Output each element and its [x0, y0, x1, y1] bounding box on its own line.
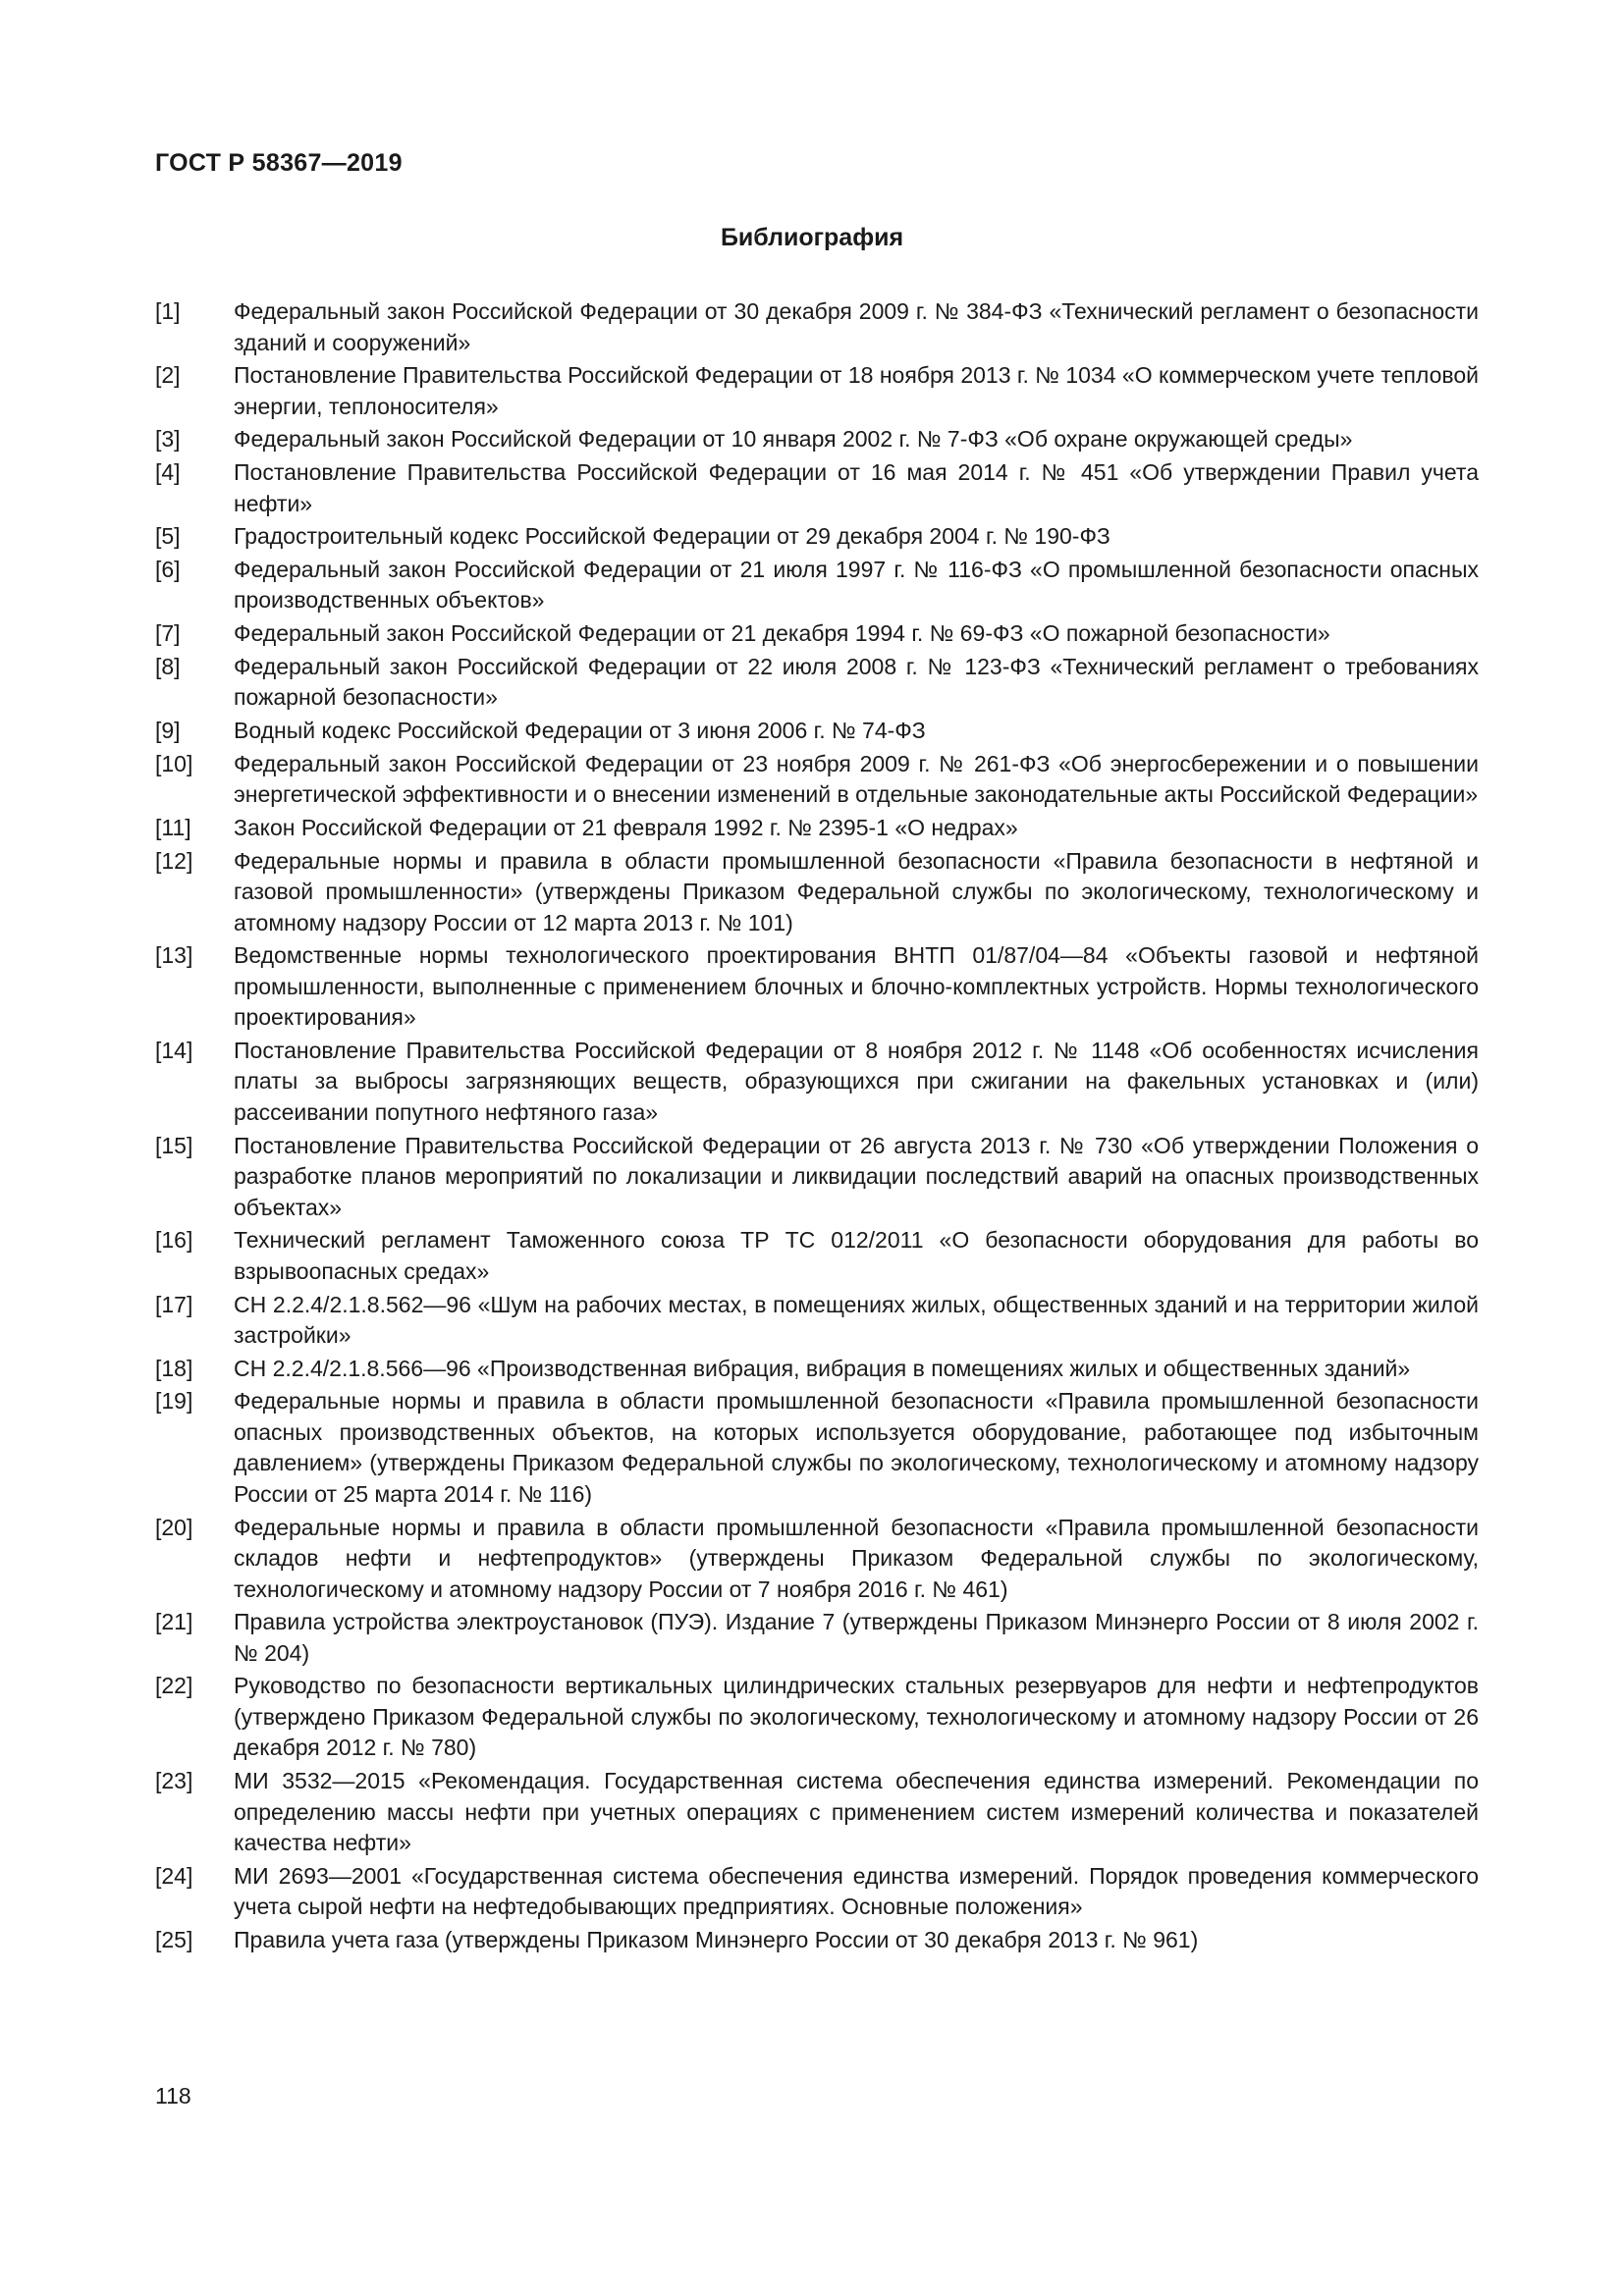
entry-text: Постановление Правительства Российской Федерации от 26 августа 2013 г. № 730 «Об утверждении Положения о разработке планов мероприятий по локализации и ликвидации последствий аварий на опасных производственных объектах»	[234, 1132, 1479, 1220]
entry-number: [5]	[155, 523, 181, 550]
bibliography-entry	[155, 555, 1479, 616]
entry-text: Федеральный закон Российской Федерации от 10 января 2002 г. № 7-ФЗ «Об охране окружающей среды»	[234, 426, 1353, 453]
entry-text: Закон Российской Федерации от 21 февраля 1992 г. № 2395-1 «О недрах»	[234, 814, 1018, 840]
bibliography-entry	[155, 1036, 1479, 1129]
entry-number: [10]	[155, 750, 193, 776]
bibliography-entry	[155, 940, 1479, 1034]
bibliography-entry	[155, 360, 1479, 422]
entry-number: [6]	[155, 556, 181, 582]
entry-number: [17]	[155, 1291, 193, 1317]
entry-text: Федеральный закон Российской Федерации от 23 ноября 2009 г. № 261-ФЗ «Об энергосбережении и о повышении энергетической эффективности и о внесении изменений в отдельные законодательные акты Российской Федерации»	[234, 750, 1479, 808]
bibliography-entry	[155, 1671, 1479, 1764]
entry-text: Федеральный закон Российской Федерации от 21 декабря 1994 г. № 69-ФЗ «О пожарной безопасности»	[234, 620, 1330, 647]
bibliography-entry	[155, 1225, 1479, 1287]
entry-number: [20]	[155, 1514, 193, 1540]
bibliography-entry	[155, 846, 1479, 939]
entry-text: Руководство по безопасности вертикальных цилиндрических стальных резервуаров для нефти и нефтепродуктов (утверждено Приказом Федеральной службы по экологическому, технологическому и атомному надзору России от 26 декабря 2012 г. № 780)	[234, 1673, 1479, 1761]
entry-text: Федеральные нормы и правила в области промышленной безопасности «Правила промышленной безопасности складов нефти и нефтепродуктов» (утверждены Приказом Федеральной службы по экологическому, технологическому и атомному надзору России от 7 ноября 2016 г. № 461)	[234, 1514, 1479, 1602]
entry-number: [9]	[155, 718, 181, 743]
entry-text: Правила устройства электроустановок (ПУЭ). Издание 7 (утверждены Приказом Минэнерго России от 8 июля 2002 г. № 204)	[234, 1609, 1479, 1666]
entry-number: [8]	[155, 653, 181, 679]
entry-number: [25]	[155, 1927, 193, 1952]
entry-number: [2]	[155, 362, 181, 389]
section-title: Библиография	[720, 224, 904, 251]
entry-text: Федеральный закон Российской Федерации от 22 июля 2008 г. № 123-ФЗ «Технический регламент о требованиях пожарной безопасности»	[234, 653, 1479, 711]
entry-number: [19]	[155, 1388, 193, 1415]
entry-text: Технический регламент Таможенного союза ТР ТС 012/2011 «О безопасности оборудования для работы во взрывоопасных средах»	[234, 1227, 1479, 1284]
entry-number: [3]	[155, 426, 181, 453]
bibliography-list	[155, 296, 1479, 1958]
bibliography-entry	[155, 813, 1479, 844]
entry-text: МИ 2693—2001 «Государственная система обеспечения единства измерений. Порядок проведения коммерческого учета сырой нефти на нефтедобывающих предприятиях. Основные положения»	[234, 1862, 1479, 1920]
bibliography-entry	[155, 1607, 1479, 1669]
bibliography-entry	[155, 716, 1479, 747]
entry-text: Ведомственные нормы технологического проектирования ВНТП 01/87/04—84 «Объекты газовой и нефтяной промышленности, выполненные с применением блочных и блочно-комплектных устройств. Нормы технологического проектирования»	[234, 942, 1479, 1031]
entry-number: [13]	[155, 942, 193, 969]
entry-number: [16]	[155, 1227, 193, 1254]
entry-number: [22]	[155, 1673, 193, 1699]
entry-number: [23]	[155, 1768, 193, 1794]
bibliography-entry	[155, 1766, 1479, 1859]
bibliography-entry	[155, 652, 1479, 714]
entry-number: [14]	[155, 1037, 193, 1063]
bibliography-entry	[155, 1131, 1479, 1224]
entry-text: СН 2.2.4/2.1.8.562—96 «Шум на рабочих местах, в помещениях жилых, общественных зданий и на территории жилой застройки»	[234, 1291, 1479, 1348]
entry-text: Федеральные нормы и правила в области промышленной безопасности «Правила промышленной безопасности опасных производственных объектов, на которых используется оборудование, работающее под избыточным давлением» (утверждены Приказом Федеральной службы по экологическому, технологическому и атомному надзору России от 25 марта 2014 г. № 116)	[234, 1388, 1479, 1507]
entry-text: Постановление Правительства Российской Федерации от 18 ноября 2013 г. № 1034 «О коммерческом учете тепловой энергии, теплоносителя»	[234, 362, 1479, 419]
entry-number: [21]	[155, 1609, 193, 1635]
entry-number: [4]	[155, 459, 181, 486]
bibliography-entry	[155, 1861, 1479, 1923]
bibliography-entry	[155, 1354, 1479, 1385]
bibliography-entry	[155, 521, 1479, 553]
entry-text: Федеральный закон Российской Федерации от 21 июля 1997 г. № 116-ФЗ «О промышленной безопасности опасных производственных объектов»	[234, 556, 1479, 614]
bibliography-entry	[155, 1386, 1479, 1510]
bibliography-entry	[155, 749, 1479, 811]
standard-designation: ГОСТ Р 58367—2019	[155, 149, 403, 177]
bibliography-entry	[155, 296, 1479, 358]
entry-text: Градостроительный кодекс Российской Федерации от 29 декабря 2004 г. № 190-ФЗ	[234, 523, 1110, 550]
entry-text: Федеральные нормы и правила в области промышленной безопасности «Правила безопасности в нефтяной и газовой промышленности» (утверждены Приказом Федеральной службы по экологическому, технологическому и атомному надзору России от 12 марта 2013 г. № 101)	[234, 847, 1479, 935]
entry-text: Правила учета газа (утверждены Приказом Минэнерго России от 30 декабря 2013 г. № 961)	[234, 1927, 1199, 1952]
bibliography-entry	[155, 457, 1479, 519]
entry-number: [15]	[155, 1132, 193, 1158]
bibliography-entry	[155, 1925, 1479, 1956]
bibliography-entry	[155, 1290, 1479, 1352]
entry-text: Постановление Правительства Российской Федерации от 16 мая 2014 г. № 451 «Об утверждении Правил учета нефти»	[234, 459, 1479, 516]
entry-number: [7]	[155, 620, 181, 647]
bibliography-entry	[155, 1513, 1479, 1606]
bibliography-entry	[155, 424, 1479, 455]
entry-text: Постановление Правительства Российской Федерации от 8 ноября 2012 г. № 1148 «Об особенностях исчисления платы за выбросы загрязняющих веществ, образующихся при сжигании на факельных установках и (или) рассеивании попутного нефтяного газа»	[234, 1037, 1479, 1125]
bibliography-entry	[155, 618, 1479, 650]
entry-number: [18]	[155, 1355, 193, 1381]
entry-text: Федеральный закон Российской Федерации от 30 декабря 2009 г. № 384-ФЗ «Технический регламент о безопасности зданий и сооружений»	[234, 298, 1479, 355]
entry-number: [12]	[155, 847, 193, 874]
entry-text: МИ 3532—2015 «Рекомендация. Государственная система обеспечения единства измерений. Рекомендации по определению массы нефти при учетных операциях с применением систем измерений количества и показателей качества нефти»	[234, 1768, 1479, 1856]
page-number: 118	[155, 2083, 191, 2109]
entry-number: [24]	[155, 1862, 193, 1889]
entry-text: Водный кодекс Российской Федерации от 3 июня 2006 г. № 74-ФЗ	[234, 718, 926, 743]
entry-text: СН 2.2.4/2.1.8.566—96 «Производственная вибрация, вибрация в помещениях жилых и общественных зданий»	[234, 1355, 1411, 1381]
entry-number: [11]	[155, 814, 191, 840]
entry-number: [1]	[155, 298, 181, 324]
